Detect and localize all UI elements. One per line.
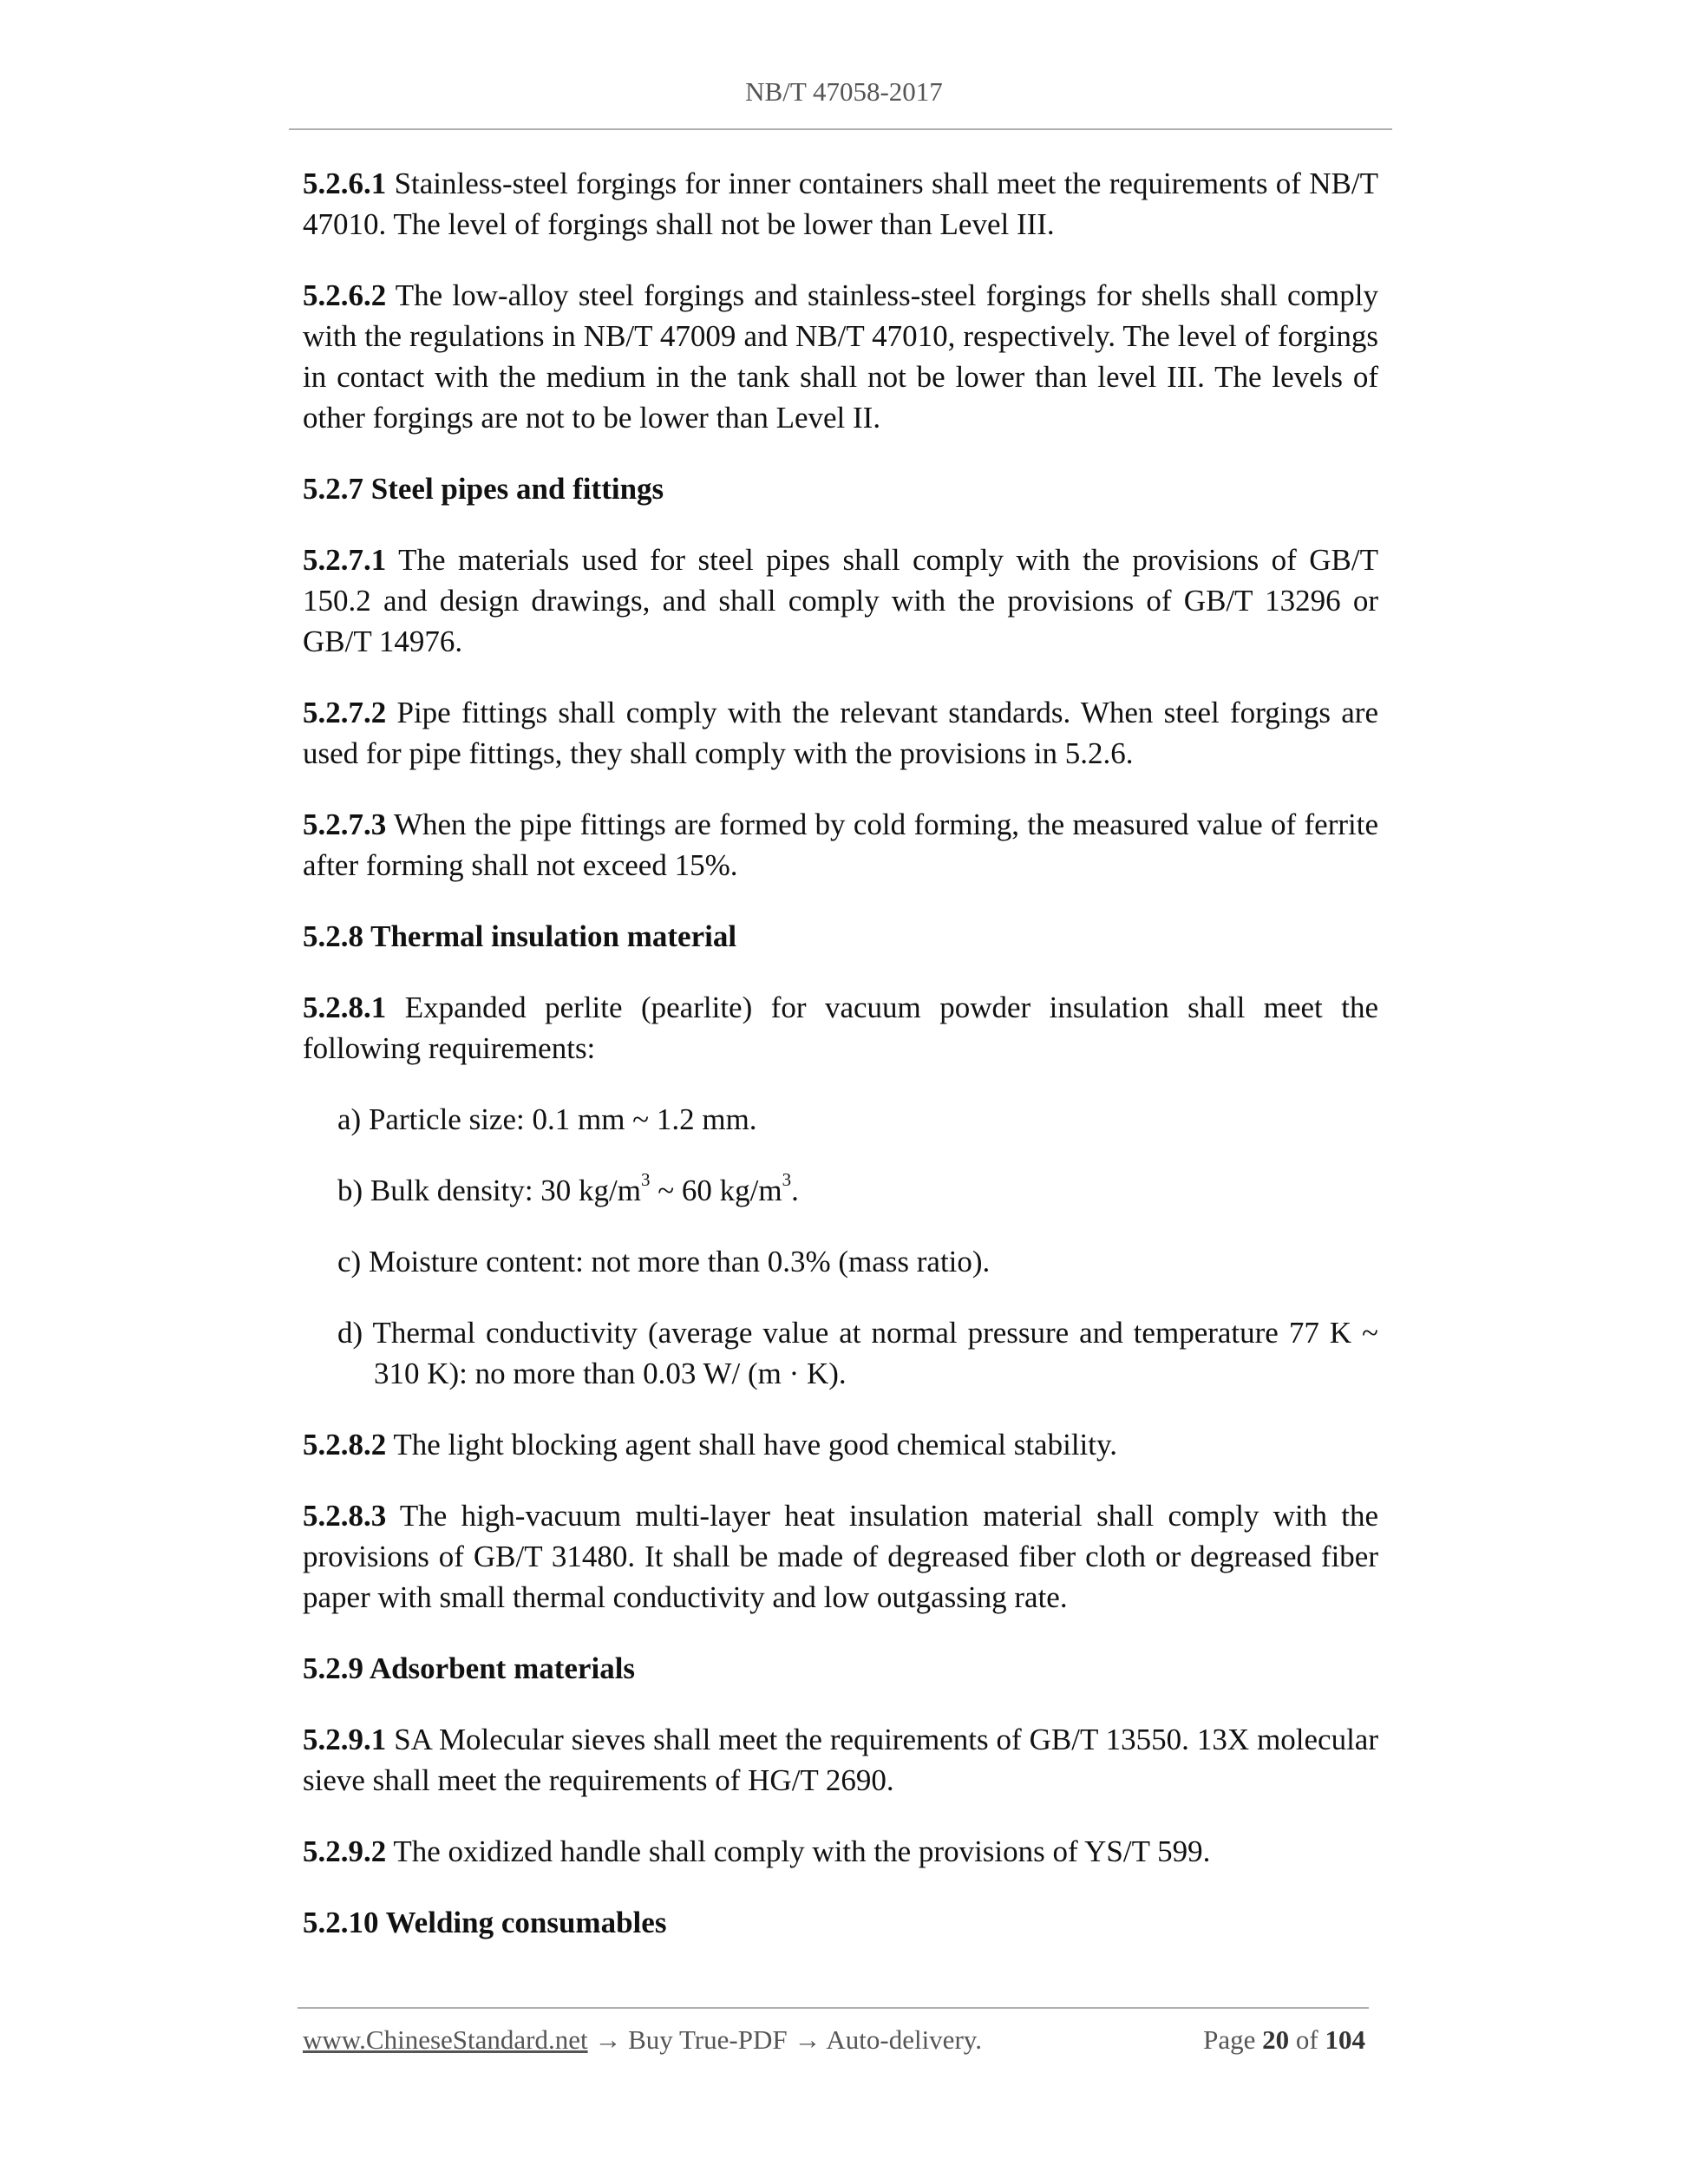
clause-5-2-9-2 xyxy=(303,1831,1378,1872)
clause-number: 5.2.7.2 xyxy=(303,696,387,729)
page-label: Page xyxy=(1203,2024,1263,2055)
of-label: of xyxy=(1289,2024,1325,2055)
clause-text: Pipe fittings shall comply with the relevant standards. When steel forgings are used for pipe fittings, they shall comply with the provisions in 5.2.6. xyxy=(303,696,1378,770)
page-header-title: NB/T 47058-2017 xyxy=(745,76,943,107)
clause-5-2-7-3 xyxy=(303,804,1378,886)
clause-number: 5.2.9.2 xyxy=(303,1834,387,1868)
footer-divider xyxy=(298,2007,1369,2009)
list-item-a: a) Particle size: 0.1 mm ~ 1.2 mm. xyxy=(337,1102,757,1136)
list-item-c: c) Moisture content: not more than 0.3% (mass ratio). xyxy=(337,1245,991,1278)
website-link[interactable]: www.ChineseStandard.net xyxy=(303,2024,588,2055)
clause-number: 5.2.6.1 xyxy=(303,167,387,200)
list-item-b-text: ~ 60 kg/m xyxy=(650,1174,782,1207)
clause-5-2-8-2 xyxy=(303,1424,1378,1465)
clause-text: The low-alloy steel forgings and stainless-steel forgings for shells shall comply with the regulations in NB/T 47009 and NB/T 47010, respectively. The level of forgings in contact with the medium in the tank shall not be lower than level III. The levels of other forgings are not to be lower than Level II. xyxy=(303,278,1378,435)
clause-number: 5.2.6.2 xyxy=(303,278,387,312)
clause-text: The oxidized handle shall comply with the provisions of YS/T 599. xyxy=(386,1834,1211,1868)
footer-promo xyxy=(303,2024,982,2056)
clause-5-2-7-1 xyxy=(303,539,1378,662)
header-divider xyxy=(289,128,1392,130)
section-heading-5-2-10: 5.2.10 Welding consumables xyxy=(303,1906,667,1939)
clause-number: 5.2.8.2 xyxy=(303,1428,387,1461)
superscript: 3 xyxy=(782,1169,792,1191)
clause-text: The high-vacuum multi-layer heat insulation material shall comply with the provisions of GB/T 31480. It shall be made of degreased fiber cloth or degreased fiber paper with small thermal conductivity and low outgassing rate. xyxy=(303,1499,1378,1614)
current-page: 20 xyxy=(1262,2024,1290,2055)
list-item-b xyxy=(303,1170,1378,1211)
document-body xyxy=(303,163,1378,1973)
clause-5-2-6-2 xyxy=(303,275,1378,438)
clause-text: The materials used for steel pipes shall comply with the provisions of GB/T 150.2 and design drawings, and shall comply with the provisions of GB/T 13296 or GB/T 14976. xyxy=(303,543,1378,658)
page-number xyxy=(1203,2024,1365,2056)
footer-promo-text: → Buy True-PDF → Auto-delivery. xyxy=(587,2024,982,2055)
clause-number: 5.2.9.1 xyxy=(303,1723,387,1756)
clause-5-2-7-2 xyxy=(303,692,1378,774)
clause-text: Expanded perlite (pearlite) for vacuum powder insulation shall meet the following requirements: xyxy=(303,991,1378,1065)
clause-5-2-9-1 xyxy=(303,1719,1378,1801)
clause-5-2-6-1 xyxy=(303,163,1378,245)
section-heading-5-2-9: 5.2.9 Adsorbent materials xyxy=(303,1651,636,1685)
list-item-b-text: b) Bulk density: 30 kg/m xyxy=(337,1174,641,1207)
superscript: 3 xyxy=(641,1169,651,1191)
clause-number: 5.2.7.1 xyxy=(303,543,387,577)
clause-text: The light blocking agent shall have good chemical stability. xyxy=(386,1428,1117,1461)
clause-text: When the pipe fittings are formed by cold forming, the measured value of ferrite after forming shall not exceed 15%. xyxy=(303,808,1378,882)
list-item-d: d) Thermal conductivity (average value at normal pressure and temperature 77 K ~ 310 K): no more than 0.03 W/ (m · K). xyxy=(337,1316,1378,1390)
clause-text: SA Molecular sieves shall meet the requirements of GB/T 13550. 13X molecular sieve shall meet the requirements of HG/T 2690. xyxy=(303,1723,1378,1797)
section-heading-5-2-8: 5.2.8 Thermal insulation material xyxy=(303,919,737,953)
clause-number: 5.2.8.3 xyxy=(303,1499,387,1533)
clause-text: Stainless-steel forgings for inner containers shall meet the requirements of NB/T 47010. The level of forgings shall not be lower than Level III. xyxy=(303,167,1378,241)
clause-5-2-8-3 xyxy=(303,1495,1378,1618)
clause-number: 5.2.7.3 xyxy=(303,808,387,841)
clause-5-2-8-1 xyxy=(303,987,1378,1069)
total-pages: 104 xyxy=(1325,2024,1365,2055)
section-heading-5-2-7: 5.2.7 Steel pipes and fittings xyxy=(303,472,664,506)
clause-number: 5.2.8.1 xyxy=(303,991,387,1024)
list-item-b-text: . xyxy=(791,1174,799,1207)
